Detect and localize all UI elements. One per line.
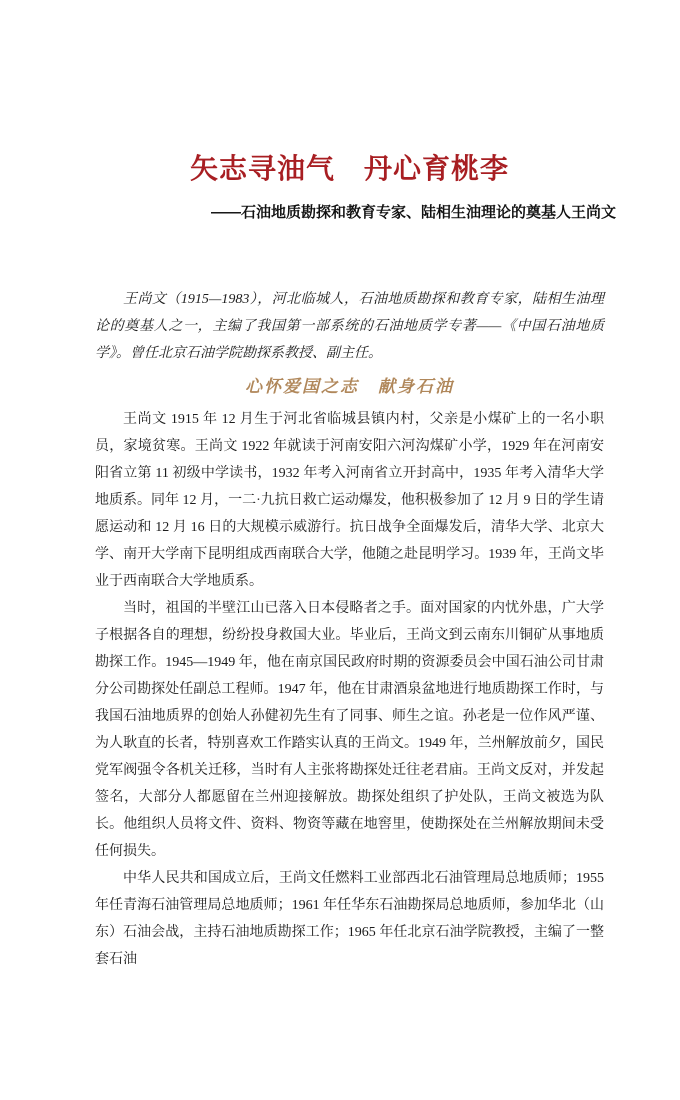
body-paragraph-1: 王尚文 1915 年 12 月生于河北省临城县镇内村，父亲是小煤矿上的一名小职员，家境贫寒。王尚文 1922 年就读于河南安阳六河沟煤矿小学，1929 年在河南安阳省立第 11 初级中学读书，1932 年考入河南省立开封高中，1935 年考入清华大学地质系。同年 12 月，一二·九抗日救亡运动爆发，他积极参加了 12 月 9 日的学生请愿运动和 12 月 16 日的大规模示威游行。抗日战争全面爆发后，清华大学、北京大学、南开大学南下昆明组成西南联合大学，他随之赴昆明学习。1939 年，王尚文毕业于西南联合大学地质系。 bbox=[95, 412, 604, 589]
body-paragraph-2: 当时，祖国的半壁江山已落入日本侵略者之手。面对国家的内忧外患，广大学子根据各自的理想，纷纷投身救国大业。毕业后，王尚文到云南东川铜矿从事地质勘探工作。1945—1949 年，他在南京国民政府时期的资源委员会中国石油公司甘肃分公司勘探处任副总工程师。1947 年，他在甘肃酒泉盆地进行地质勘探工作时，与我国石油地质界的创始人孙健初先生有了同事、师生之谊。孙老是一位作风严谨、为人耿直的长者，特别喜欢工作踏实认真的王尚文。1949 年，兰州解放前夕，国民党军阀强令各机关迁移，当时有人主张将勘探处迁往老君庙。王尚文反对，并发起签名，大部分人都愿留在兰州迎接解放。勘探处组织了护处队，王尚文被选为队长。他组织人员将文件、资料、物资等藏在地窖里，使勘探处在兰州解放期间未受任何损失。 bbox=[95, 601, 604, 859]
section-heading: 心怀爱国之志 献身石油 bbox=[245, 377, 454, 396]
article-title: 矢志寻油气 丹心育桃李 bbox=[189, 154, 509, 185]
document-page bbox=[0, 155, 680, 1100]
intro-paragraph: 王尚文（1915—1983），河北临城人，石油地质勘探和教育专家，陆相生油理论的奠基人之一，主编了我国第一部系统的石油地质学专著——《中国石油地质学》。曾任北京石油学院勘探系教授、副主任。 bbox=[95, 292, 604, 361]
article-subtitle: ——石油地质勘探和教育专家、陆相生油理论的奠基人王尚文 bbox=[210, 204, 616, 221]
body-paragraph-3: 中华人民共和国成立后，王尚文任燃料工业部西北石油管理局总地质师；1955 年任青海石油管理局总地质师；1961 年任华东石油勘探局总地质师，参加华北（山东）石油会战，主持石油地质勘探工作；1965 年任北京石油学院教授，主编了一整套石油 bbox=[95, 871, 604, 967]
